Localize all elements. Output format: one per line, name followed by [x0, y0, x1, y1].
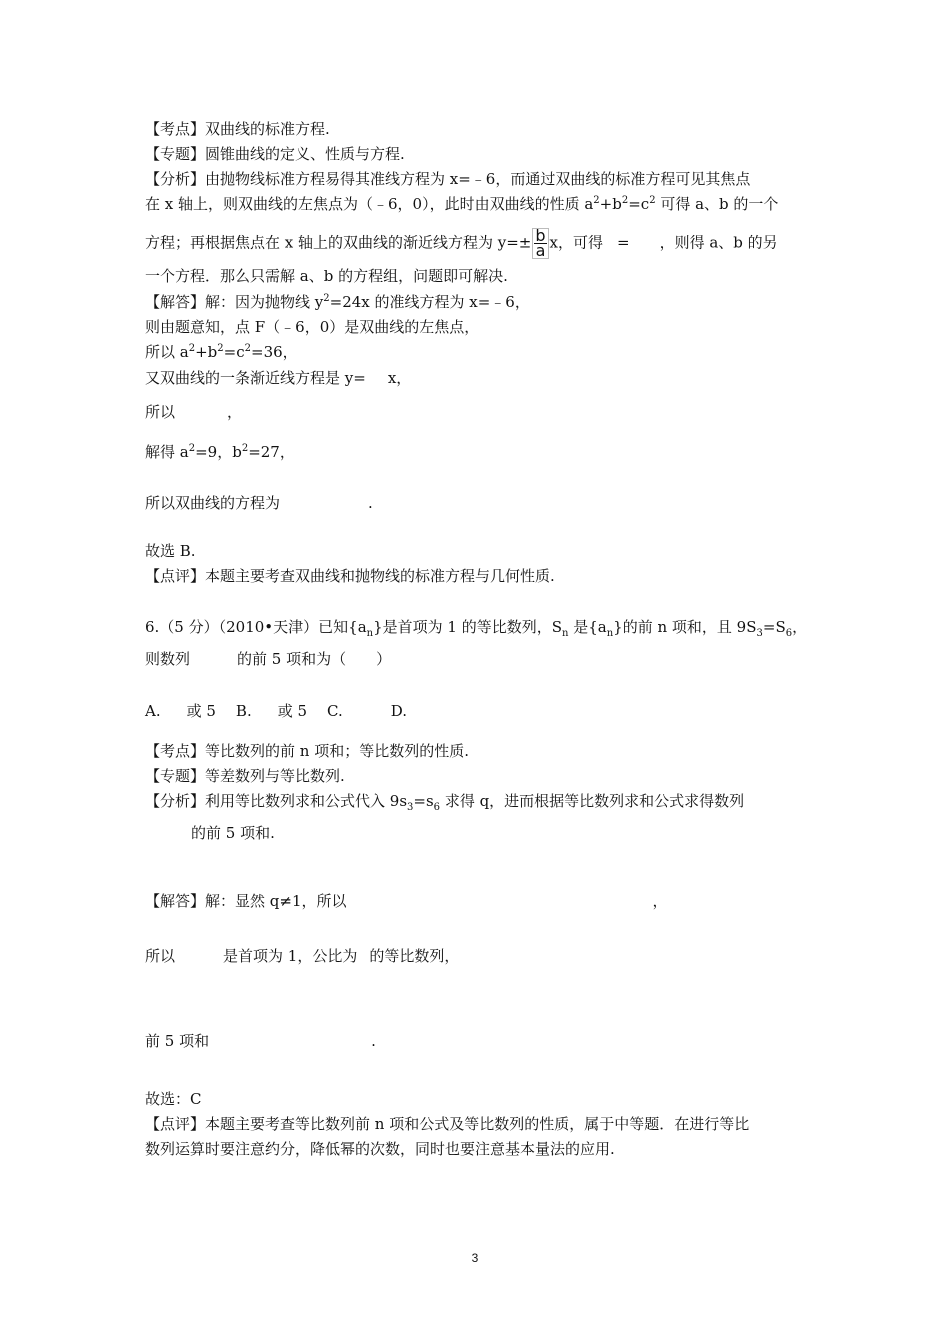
- line-choice-c: 故选：C: [145, 1090, 202, 1108]
- line-fenxi-2: 在 x 轴上，则双曲线的左焦点为（﹣6，0），此时由双曲线的性质 $a^2+b^2=c^2$ 可得 a、b 的一个: [145, 195, 779, 213]
- page-number: 3: [471, 1251, 479, 1265]
- line-dianping-2: 【点评】本题主要考查等比数列前 n 项和公式及等比数列的性质，属于中等题．在进行等比: [145, 1115, 750, 1133]
- line-jieda-10: 前 5 项和 .: [145, 1032, 376, 1050]
- option-c: C.: [327, 702, 343, 720]
- line-jieda-8: 【解答】解：显然 q≠1，所以 ，: [145, 892, 668, 910]
- line-dianping-3: 数列运算时要注意约分，降低幂的次数，同时也要注意基本量法的应用.: [145, 1140, 615, 1158]
- line-fenxi-6: 的前 5 项和.: [191, 824, 275, 842]
- line-fenxi-1: 【分析】由抛物线标准方程易得其准线方程为 x=﹣6，而通过双曲线的标准方程可见其焦点: [145, 170, 751, 188]
- line-fenxi-5: 【分析】利用等比数列求和公式代入 $9s_3=s_6$ 求得 q，进而根据等比数列求和公式求得数列: [145, 792, 745, 813]
- line-zhuanti-2: 【专题】等差数列与等比数列.: [145, 767, 345, 785]
- question-6-line-1: 6.（5 分）（2010•天津）已知$\{a_n\}$是首项为 1 的等比数列，$S_n$ 是$\{a_n\}$的前 n 项和，且 $9S_3=S_6$，: [145, 618, 808, 639]
- line-jieda-6: 解得 $a^2=9$，$b^2=27$，: [145, 443, 295, 461]
- line-jieda-2: 则由题意知，点 F（﹣6，0）是双曲线的左焦点，: [145, 318, 480, 336]
- option-b: B.: [235, 702, 252, 720]
- option-a: A.: [145, 702, 161, 720]
- line-jieda-7: 所以双曲线的方程为 .: [145, 494, 373, 512]
- line-kaodian-1: 【考点】双曲线的标准方程.: [145, 120, 330, 138]
- line-dianping-1: 【点评】本题主要考查双曲线和抛物线的标准方程与几何性质.: [145, 567, 555, 585]
- line-kaodian-2: 【考点】等比数列的前 n 项和；等比数列的性质.: [145, 742, 469, 760]
- asymptote-fraction: $\frac{b}{a}$: [532, 228, 548, 259]
- question-6-options: A. 或 5 B. 或 5 C. D.: [145, 702, 408, 720]
- line-jieda-9: 所以 是首项为 1，公比为 的等比数列，: [145, 947, 460, 965]
- line-jieda-1: 【解答】解：因为抛物线 $y^2=24x$ 的准线方程为 x=﹣6，: [145, 293, 530, 311]
- line-zhuanti-1: 【专题】圆锥曲线的定义、性质与方程.: [145, 145, 405, 163]
- line-fenxi-4: 一个方程．那么只需解 a、b 的方程组，问题即可解决.: [145, 267, 508, 285]
- line-choice-b: 故选 B.: [145, 542, 196, 560]
- option-d: D.: [390, 702, 408, 720]
- line-jieda-3: 所以 $a^2+b^2=c^2=36$，: [145, 343, 298, 361]
- line-jieda-4: 又双曲线的一条渐近线方程是 y= x，: [145, 369, 412, 387]
- question-6-line-2: 则数列 的前 5 项和为（ ）: [145, 650, 392, 668]
- line-jieda-5: 所以 ，: [145, 403, 243, 421]
- line-fenxi-3: 方程；再根据焦点在 x 轴上的双曲线的渐近线方程为 y=± $\frac{b}{a}$ x，可得 = ，则得 a、b 的另: [145, 226, 778, 260]
